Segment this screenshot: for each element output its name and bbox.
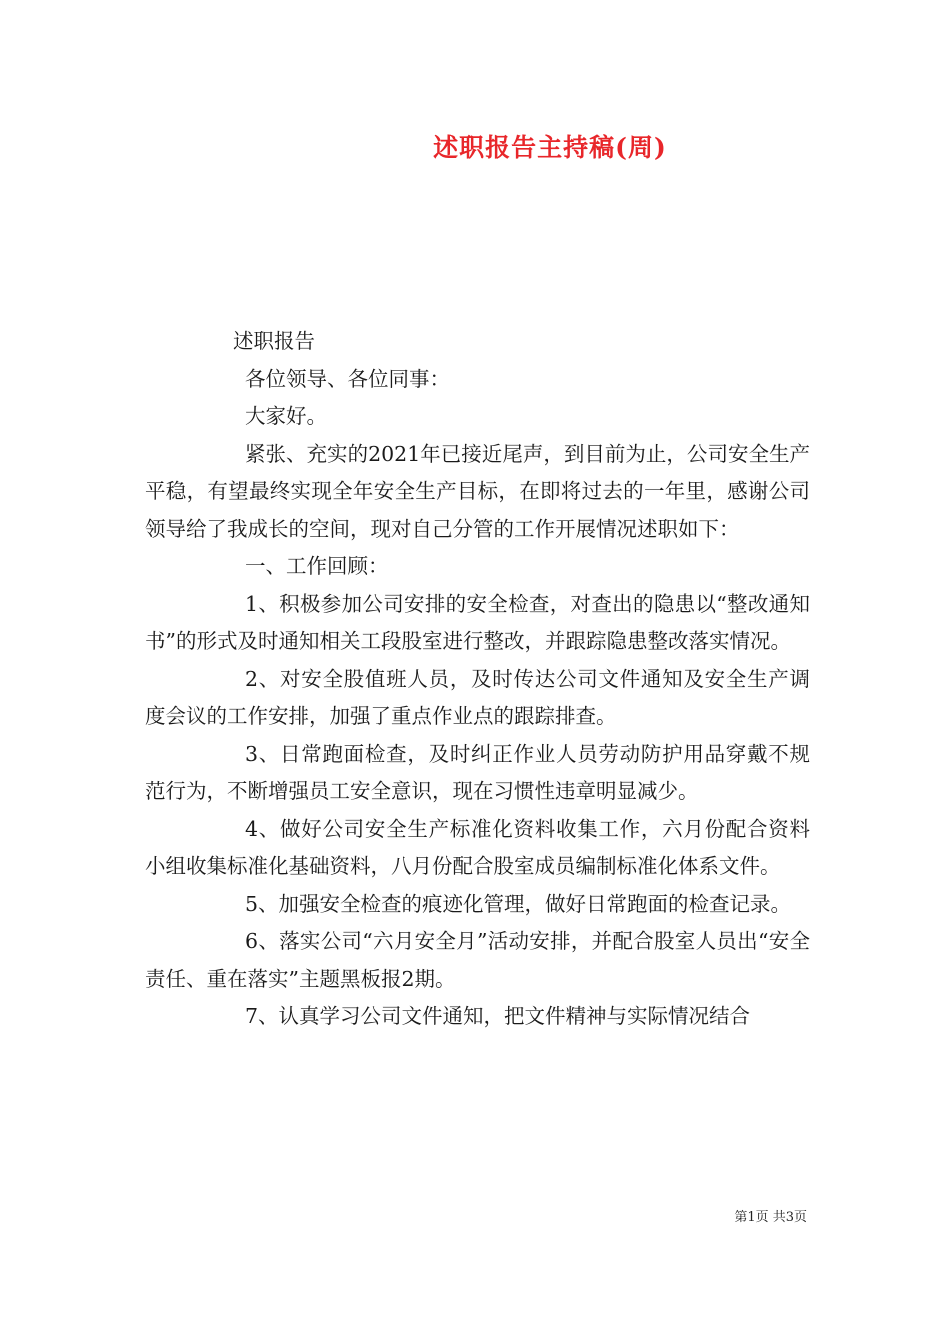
page-number: 第1页 共3页	[734, 1210, 807, 1225]
greeting: 大家好。	[245, 404, 327, 428]
review-item-5: 5、加强安全检查的痕迹化管理，做好日常跑面的检查记录。	[245, 891, 792, 916]
report-heading: 述职报告	[233, 329, 315, 353]
review-item-3: 3、日常跑面检查，及时纠正作业人员劳动防护用品穿戴不规范行为，不断增强员工安全意识，现在习惯性违章明显减少。	[145, 741, 810, 803]
review-item-2: 2、对安全股值班人员，及时传达公司文件通知及安全生产调度会议的工作安排，加强了重点作业点的跟踪排查。	[145, 666, 810, 728]
review-item-1: 1、积极参加公司安排的安全检查，对查出的隐患以“整改通知书”的形式及时通知相关工段股室进行整改，并跟踪隐患整改落实情况。	[145, 591, 810, 653]
intro-paragraph: 紧张、充实的2021年已接近尾声，到目前为止，公司安全生产平稳，有望最终实现全年安全生产目标，在即将过去的一年里，感谢公司领导给了我成长的空间，现对自己分管的工作开展情况述职如下：	[145, 441, 810, 541]
review-item-6: 6、落实公司“六月安全月”活动安排，并配合股室人员出“安全责任、重在落实”主题黑板报2期。	[145, 929, 810, 991]
document-title: 述职报告主持稿(周)	[433, 133, 667, 162]
salutation: 各位领导、各位同事：	[245, 366, 450, 391]
section-heading: 一、工作回顾：	[245, 554, 389, 578]
review-item-4: 4、做好公司安全生产标准化资料收集工作，六月份配合资料小组收集标准化基础资料，八月份配合股室成员编制标准化体系文件。	[145, 816, 810, 878]
review-item-7: 7、认真学习公司文件通知，把文件精神与实际情况结合	[245, 1004, 751, 1028]
document-body	[145, 323, 810, 1036]
